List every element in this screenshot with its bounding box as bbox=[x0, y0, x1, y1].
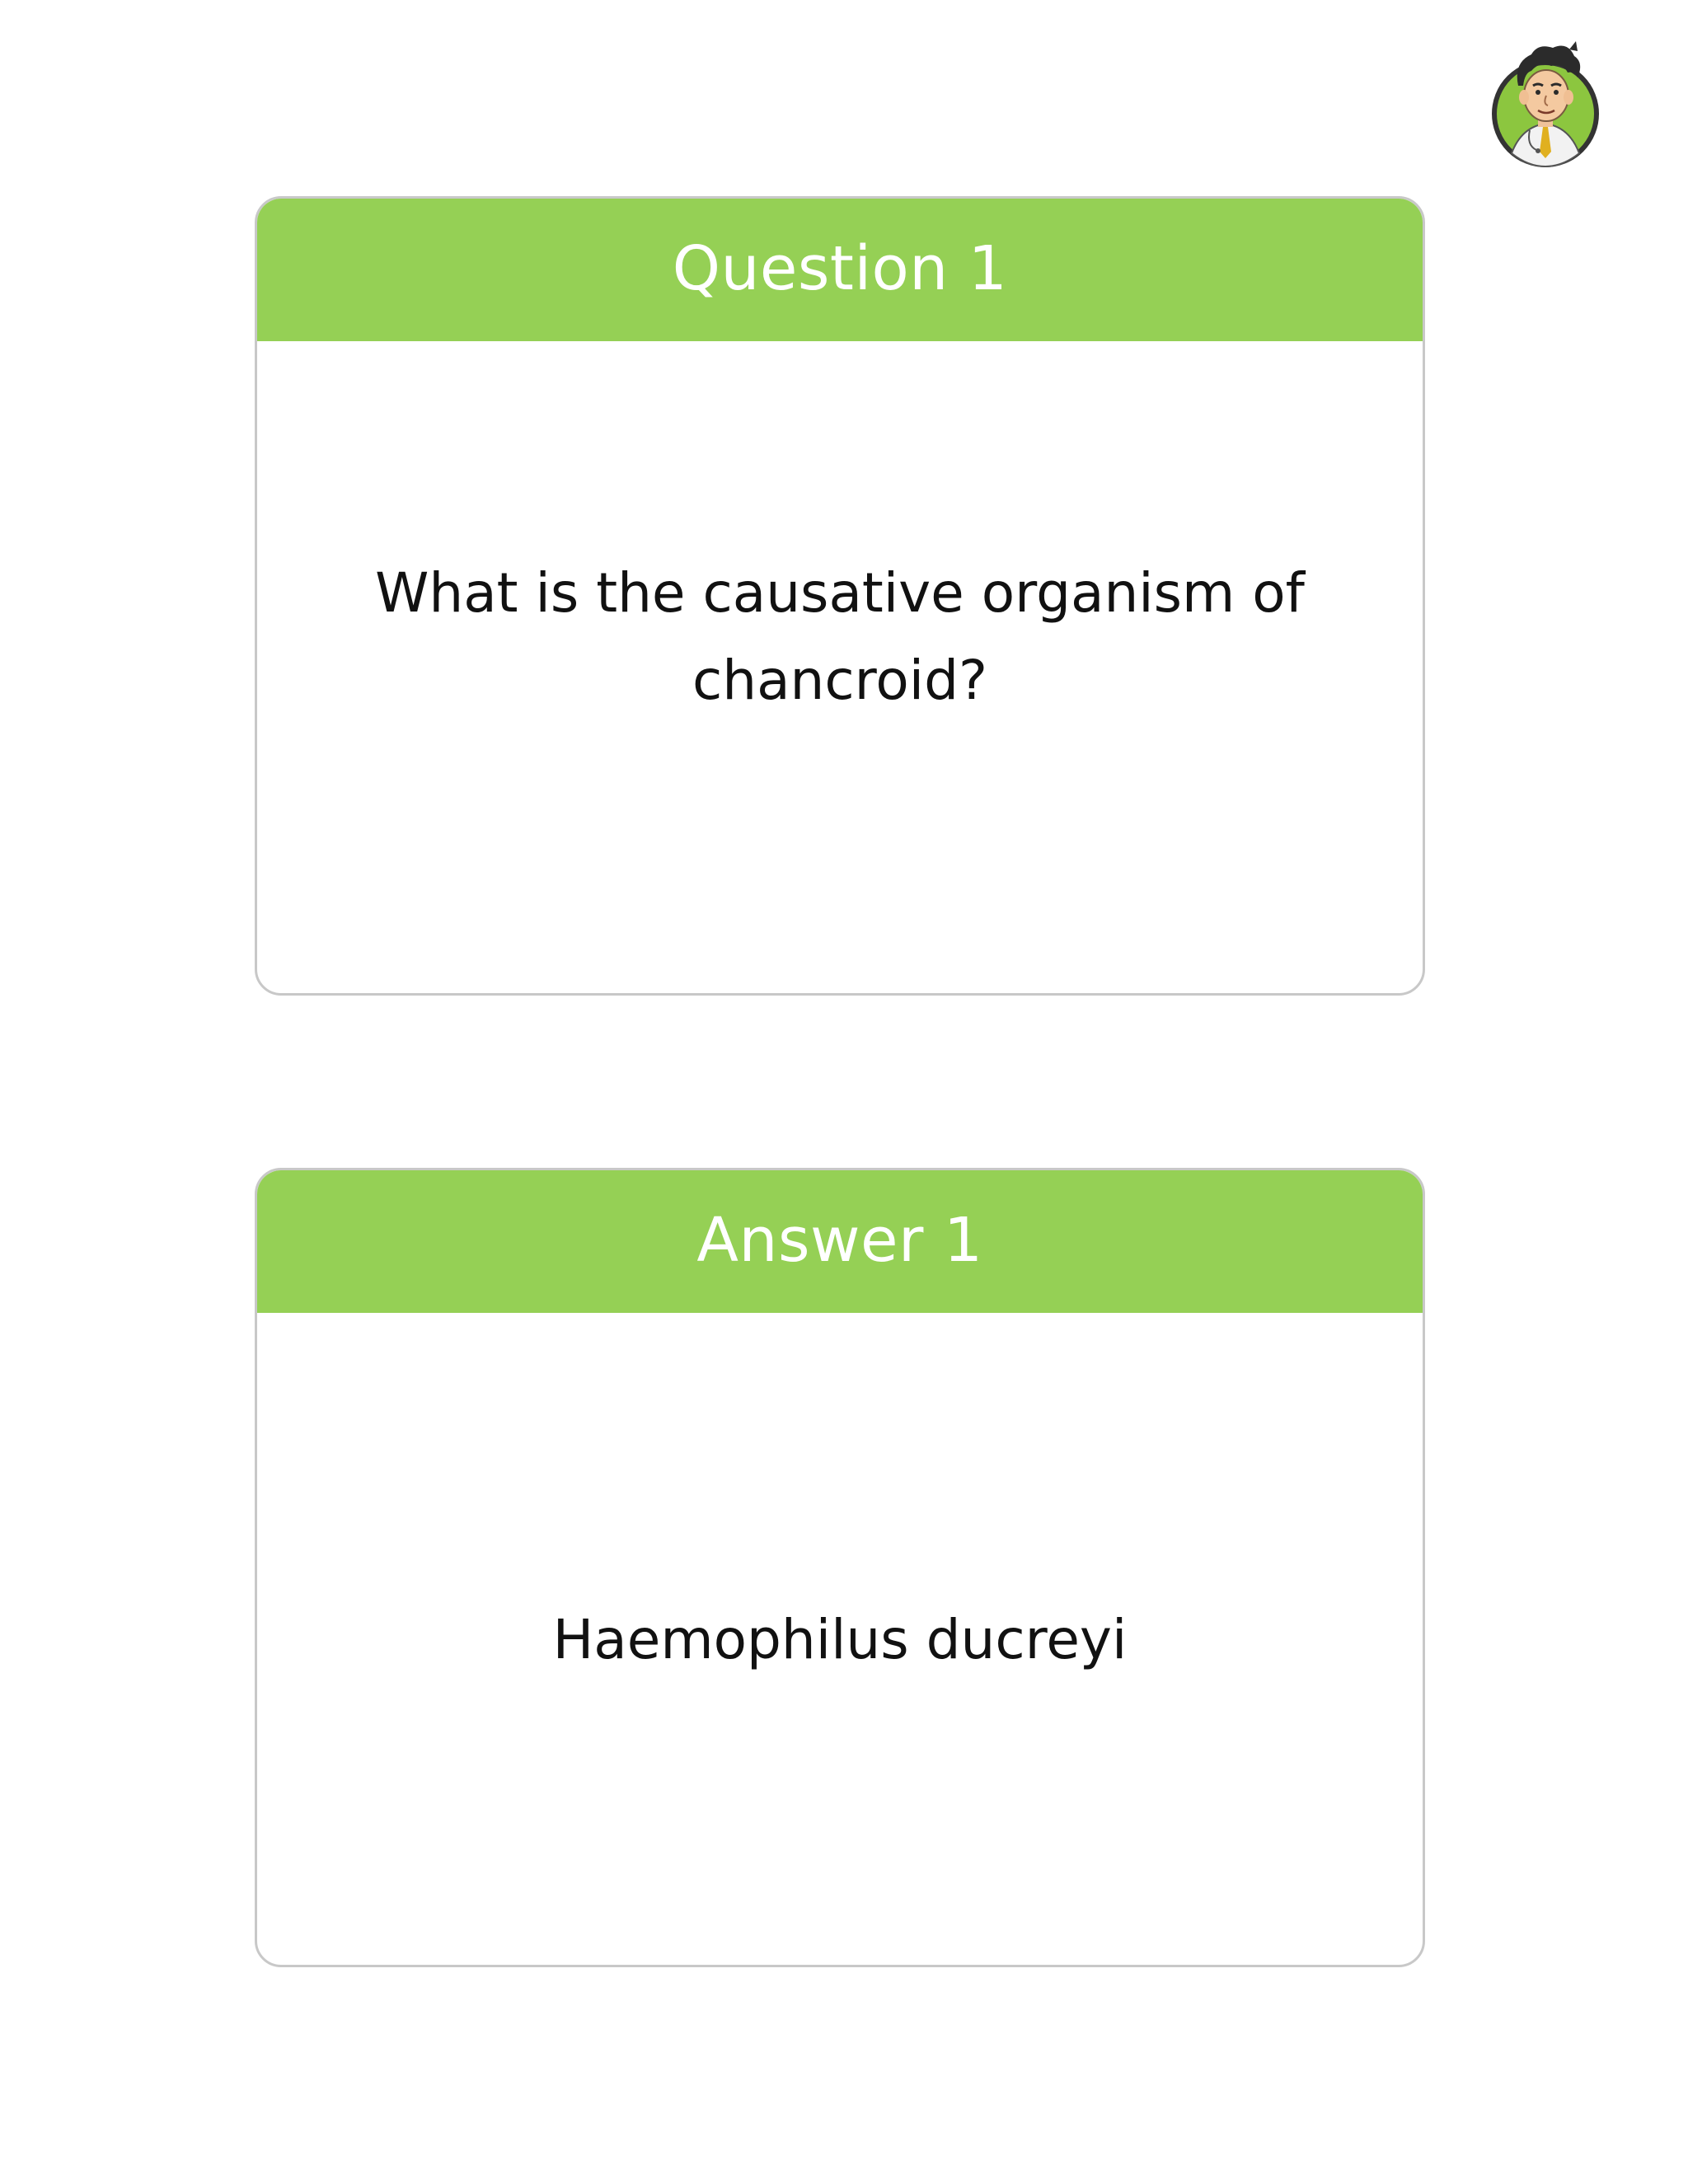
answer-card[interactable] bbox=[255, 1168, 1425, 1967]
question-title: Question 1 bbox=[672, 233, 1008, 304]
question-card[interactable] bbox=[255, 196, 1425, 996]
answer-card-header bbox=[255, 1168, 1425, 1313]
doctor-mascot-icon bbox=[1489, 38, 1609, 170]
answer-text: Haemophilus ducreyi bbox=[552, 1608, 1128, 1671]
question-text: What is the causative organism of chancroid? bbox=[375, 561, 1305, 712]
answer-card-body bbox=[257, 1315, 1423, 1965]
question-card-header bbox=[255, 196, 1425, 341]
question-card-body bbox=[257, 344, 1423, 993]
answer-title: Answer 1 bbox=[696, 1205, 983, 1276]
